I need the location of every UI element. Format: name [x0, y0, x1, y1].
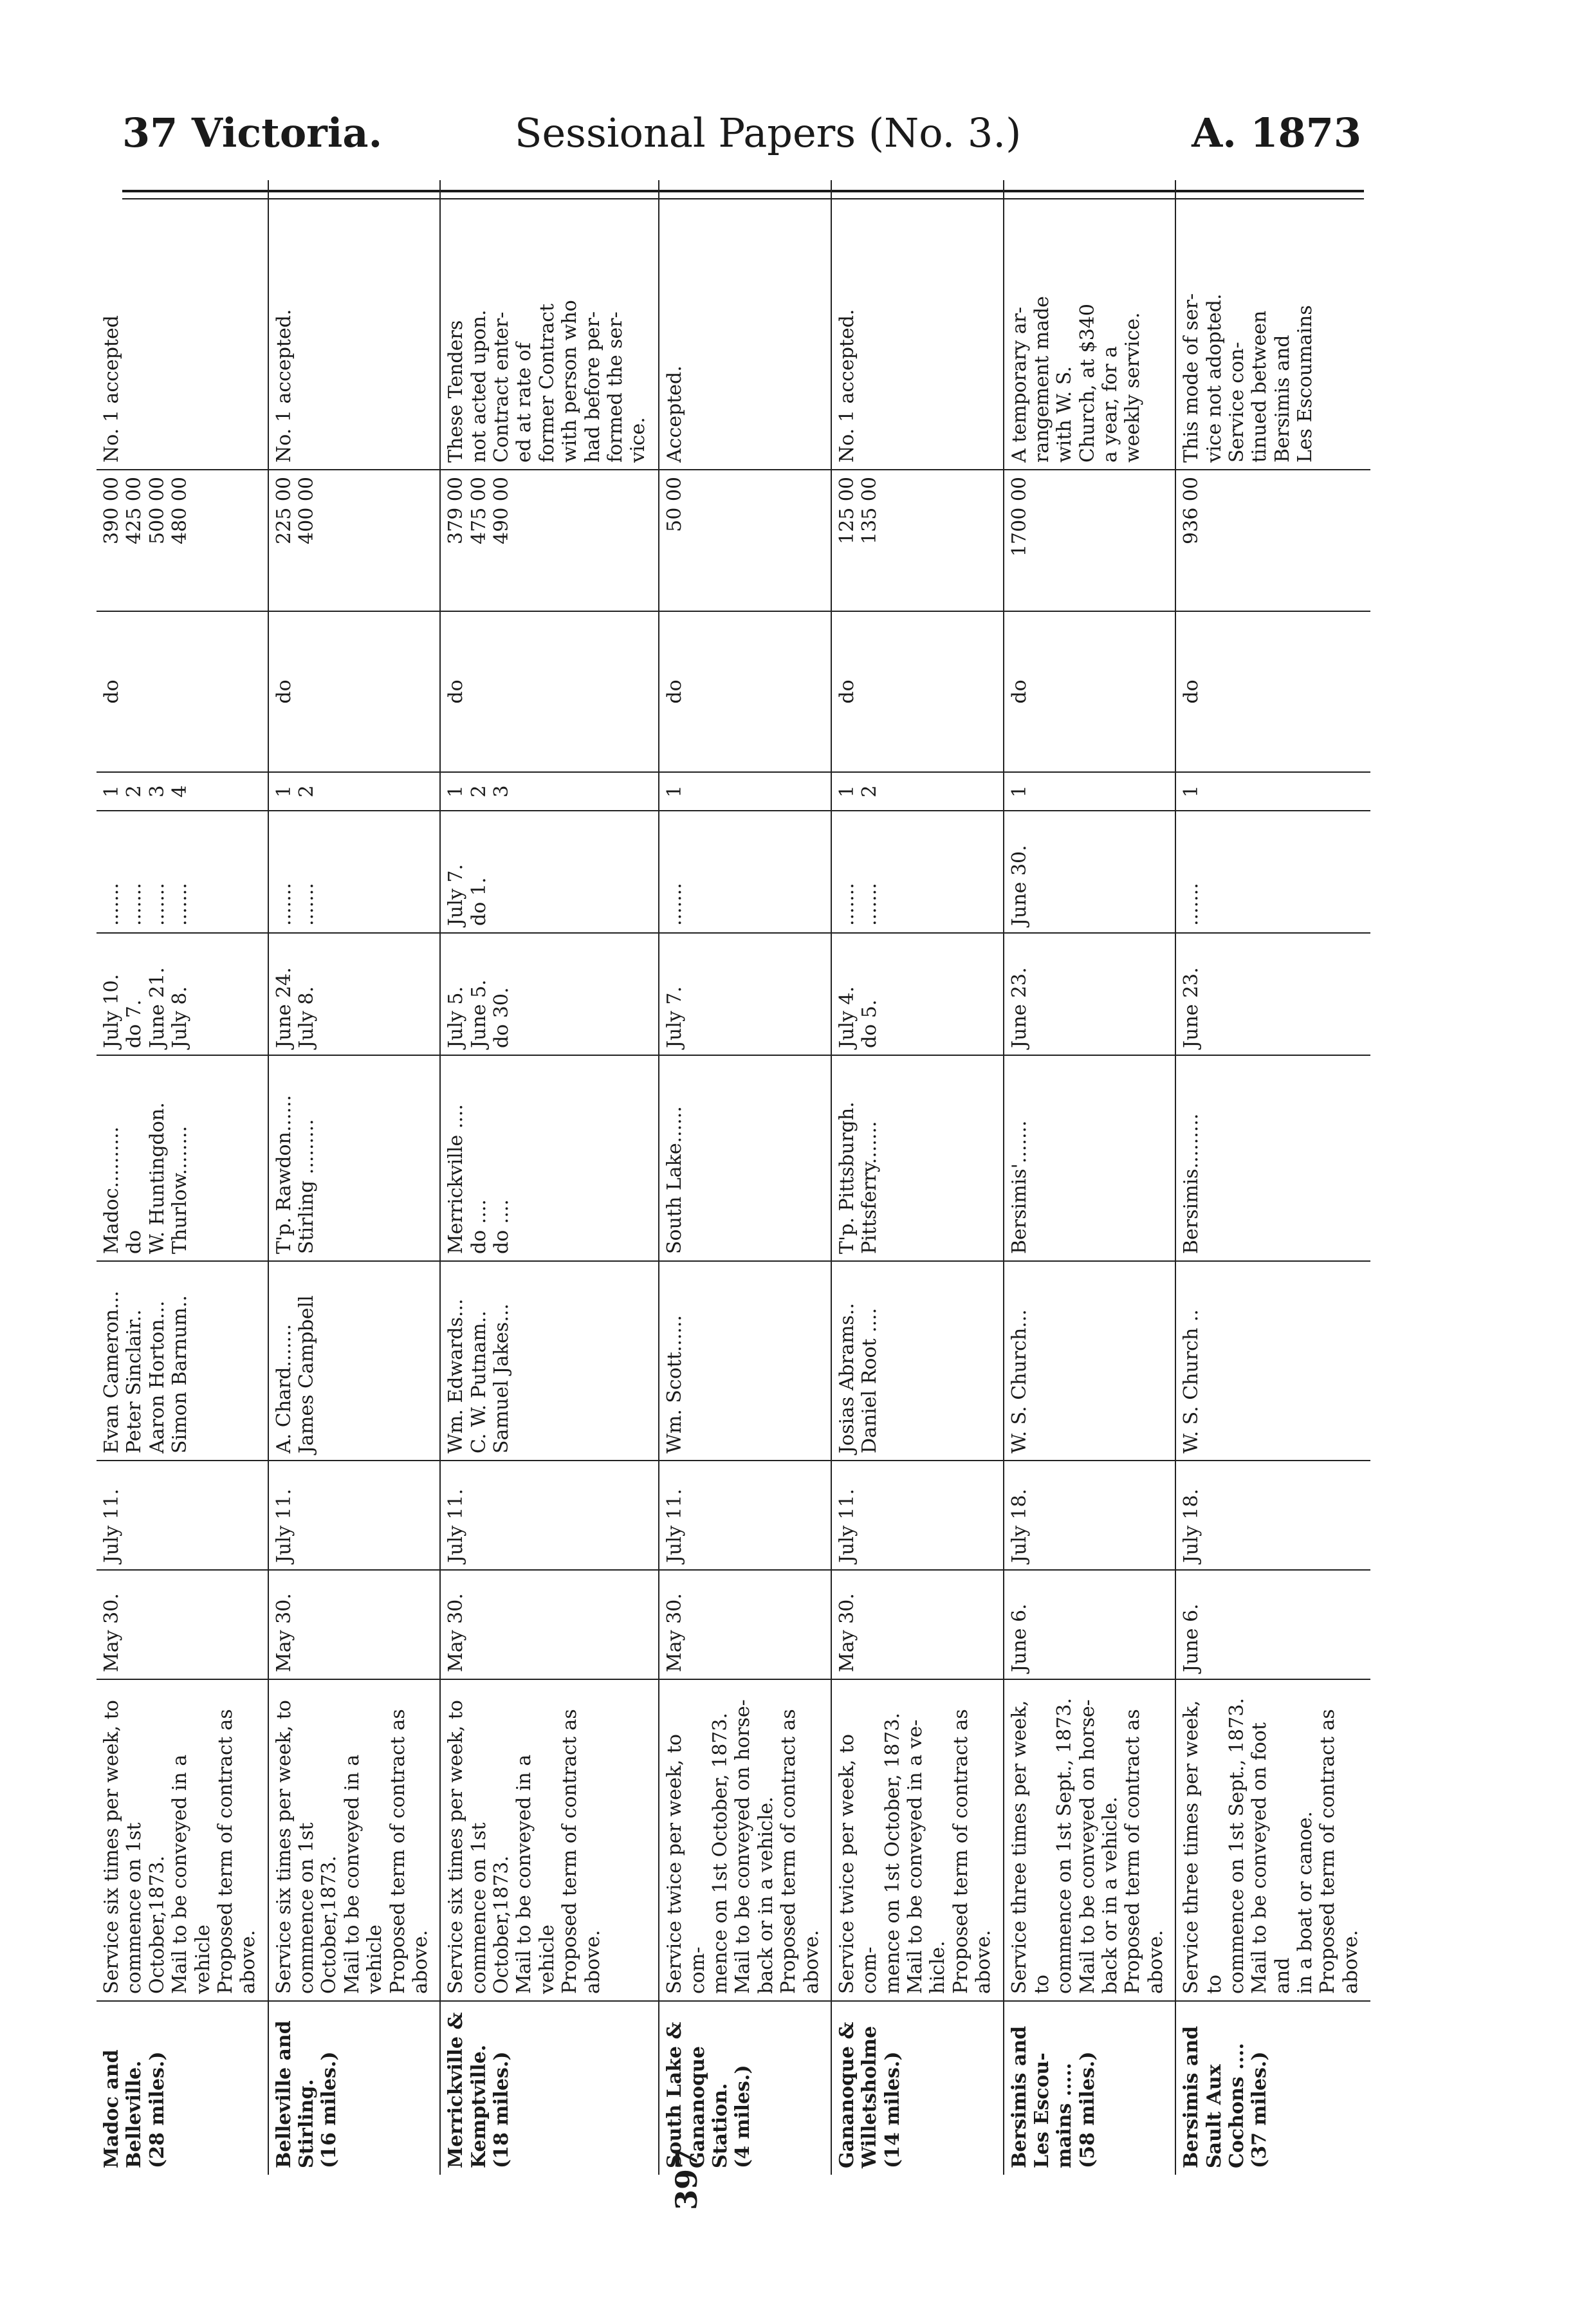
tenders-received-text: July 11. [835, 1488, 858, 1563]
tender-number-cell [440, 772, 659, 811]
tenders-received-text: July 11. [663, 1488, 686, 1563]
route-cell [1004, 2001, 1176, 2175]
service-line: Service three times per week, to [1008, 1700, 1053, 1994]
tender-date-cell [659, 933, 831, 1055]
service-line: above. [800, 1930, 823, 1994]
ditto-text: do [663, 679, 686, 704]
tenderers-line: W. S. Church .. [1180, 1309, 1203, 1453]
service-line: back or in a vehicle. [1099, 1796, 1122, 1994]
residence-line: do .... [467, 1199, 490, 1254]
route-line: Bersimis and [1008, 2025, 1031, 2168]
second-date-cell [440, 811, 659, 933]
remarks-cell [268, 180, 441, 470]
residence-line: South Lake...... [663, 1106, 686, 1254]
remarks-cell [831, 180, 1004, 470]
remarks-line: Service con- [1225, 342, 1248, 463]
residence-cell [831, 1055, 1004, 1261]
amount-line: 425 00 [123, 477, 146, 544]
second-date-line: ....... [145, 883, 169, 926]
ditto-cell [268, 611, 441, 772]
ditto-text: do [100, 679, 123, 704]
tenders-received-text: July 11. [100, 1488, 123, 1563]
tender-date-line: July 4. [835, 986, 858, 1048]
residence-line: Bersimis......... [1180, 1113, 1203, 1254]
service-line: Proposed term of contract as [1121, 1709, 1145, 1994]
page-number: 397 [669, 2148, 704, 2210]
service-line: Proposed term of contract as [386, 1709, 409, 1994]
route-cell [831, 2001, 1004, 2175]
tender-number-cell [97, 772, 268, 811]
residence-line: Madoc.......... [100, 1126, 123, 1254]
service-line: commence on 1st October,1873. [123, 1822, 169, 1994]
second-date-line: ....... [835, 883, 858, 926]
service-line: above. [581, 1930, 604, 1994]
route-line: Madoc and [100, 2049, 123, 2168]
ditto-text: do [272, 679, 295, 704]
tender-number-line: 3 [490, 785, 513, 798]
residence-line: Bersimis'....... [1008, 1120, 1031, 1254]
tender-date-cell [97, 933, 268, 1055]
amount-line: 379 00 [445, 477, 468, 544]
amount-line: 50 00 [663, 477, 686, 532]
tenders-received-cell [831, 1461, 1004, 1570]
tender-number-line: 2 [467, 785, 490, 798]
service-line: Mail to be conveyed on horse- [732, 1699, 755, 1994]
amount-line: 475 00 [467, 477, 490, 544]
tender-date-line: June 24. [272, 967, 295, 1048]
advertised-text: May 30. [663, 1593, 686, 1672]
tenders-received-cell [1004, 1461, 1176, 1570]
tender-number-line: 2 [123, 785, 146, 798]
table [97, 180, 1370, 2175]
tenderers-cell [831, 1261, 1004, 1461]
advertised-text: May 30. [445, 1593, 468, 1672]
remarks-line: No. 1 accepted. [835, 309, 858, 463]
tenderers-cell [1004, 1261, 1176, 1461]
tender-date-line: June 21. [145, 967, 169, 1048]
route-line: Merrickville & [445, 2012, 468, 2168]
ditto-cell [97, 611, 268, 772]
route-cell [268, 2001, 441, 2175]
service-line: Service six times per week, to [272, 1700, 295, 1994]
second-date-line: ....... [663, 883, 686, 926]
advertised-cell [97, 1570, 268, 1679]
service-line: above. [1144, 1930, 1167, 1994]
running-head-left: 37 Victoria. [122, 109, 383, 156]
service-cell [440, 1679, 659, 2001]
table-body [97, 180, 1370, 2175]
ditto-cell [1175, 611, 1370, 772]
tenderers-line: James Campbell [295, 1295, 318, 1453]
remarks-line: Accepted. [663, 365, 686, 463]
amount-cell [1175, 470, 1370, 611]
amount-cell [659, 470, 831, 611]
advertised-cell [268, 1570, 441, 1679]
route-cell [440, 2001, 659, 2175]
tenders-received-cell [268, 1461, 441, 1570]
second-date-line: ....... [1180, 883, 1203, 926]
service-line: Mail to be conveyed on horse- [1076, 1699, 1099, 1994]
tender-date-line: do 7. [123, 999, 146, 1048]
tender-number-line: 2 [295, 785, 318, 798]
mail-contract-table [97, 180, 1370, 2175]
remarks-cell [1175, 180, 1370, 470]
remarks-line: These Tenders [445, 320, 468, 463]
table-row [831, 180, 1004, 2175]
route-line: (14 miles.) [881, 2051, 904, 2168]
route-line: Belleville and [272, 2020, 295, 2168]
second-date-line: June 30. [1008, 845, 1031, 926]
advertised-text: May 30. [272, 1593, 295, 1672]
tenderers-line: Simon Barnum.. [169, 1295, 192, 1453]
service-cell [1004, 1679, 1176, 2001]
amount-cell [268, 470, 441, 611]
remarks-cell [440, 180, 659, 470]
tenderers-line: C. W. Putnam.. [467, 1311, 490, 1453]
second-date-line: July 7. [445, 863, 468, 926]
service-line: hicle. [926, 1941, 950, 1994]
amount-cell [97, 470, 268, 611]
service-line: Proposed term of contract as [949, 1709, 972, 1994]
residence-line: T'p. Rawdon...... [272, 1094, 295, 1254]
tender-number-line: 1 [1180, 785, 1203, 798]
ditto-text: do [1180, 679, 1203, 704]
route-line: Gananoque & [835, 2022, 858, 2168]
remarks-line: not acted upon. [467, 309, 490, 463]
service-line: Proposed term of contract as [558, 1709, 582, 1994]
remarks-line: Contract enter- [490, 311, 513, 463]
second-date-line: ....... [100, 883, 123, 926]
residence-line: T'p. Pittsburgh. [835, 1102, 858, 1254]
ditto-text: do [835, 679, 858, 704]
tender-number-line: 1 [100, 785, 123, 798]
amount-cell [1004, 470, 1176, 611]
running-head-right: A. 1873 [1192, 109, 1361, 156]
route-line: Cochons .... [1225, 2043, 1248, 2168]
tenderers-line: A. Chard....... [272, 1323, 295, 1453]
table-row [268, 180, 441, 2175]
second-date-cell [97, 811, 268, 933]
service-line: commence on 1st Sept., 1873. [1053, 1698, 1076, 1994]
tenders-received-cell [97, 1461, 268, 1570]
advertised-text: May 30. [100, 1593, 123, 1672]
second-date-line: ....... [272, 883, 295, 926]
tenders-received-cell [659, 1461, 831, 1570]
tenderers-cell [659, 1261, 831, 1461]
tenders-received-text: July 11. [272, 1488, 295, 1563]
remarks-line: weekly service. [1121, 312, 1145, 463]
remarks-line: A temporary ar- [1008, 306, 1031, 463]
tender-number-cell [1004, 772, 1176, 811]
remarks-line: rangement made [1030, 296, 1053, 463]
service-cell [97, 1679, 268, 2001]
tenderers-line: Josias Abrams.. [835, 1303, 858, 1453]
remarks-line: a year, for a [1099, 346, 1122, 463]
tenders-received-text: July 18. [1180, 1488, 1203, 1563]
route-cell [97, 2001, 268, 2175]
table-row [1004, 180, 1176, 2175]
tender-number-line: 1 [835, 785, 858, 798]
remarks-line: formed the ser- [603, 311, 627, 463]
service-line: Mail to be conveyed on foot and [1248, 1722, 1294, 1994]
second-date-cell [659, 811, 831, 933]
service-line: commence on 1st October,1873. [295, 1822, 341, 1994]
second-date-cell [1004, 811, 1176, 933]
route-line: Les Escou- [1030, 2052, 1053, 2168]
residence-line: Pittsferry....... [858, 1121, 881, 1254]
route-line: Bersimis and [1180, 2025, 1203, 2168]
amount-line: 400 00 [295, 477, 318, 544]
second-date-cell [1175, 811, 1370, 933]
service-line: mence on 1st October, 1873. [709, 1712, 732, 1994]
remarks-line: This mode of ser- [1180, 293, 1203, 463]
route-line: (4 miles.) [732, 2065, 755, 2168]
route-line: (58 miles.) [1076, 2051, 1099, 2168]
tenderers-line: Evan Cameron... [100, 1291, 123, 1453]
tender-date-cell [268, 933, 441, 1055]
advertised-cell [440, 1570, 659, 1679]
ditto-text: do [1008, 679, 1031, 704]
tenderers-cell [440, 1261, 659, 1461]
tenderers-line: Aaron Horton... [145, 1300, 169, 1453]
remarks-cell [1004, 180, 1176, 470]
residence-cell [1004, 1055, 1176, 1261]
amount-cell [831, 470, 1004, 611]
advertised-text: June 6. [1008, 1603, 1031, 1672]
tenders-received-cell [1175, 1461, 1370, 1570]
residence-line: W. Huntingdon. [145, 1102, 169, 1254]
second-date-line: ....... [123, 883, 146, 926]
remarks-cell [97, 180, 268, 470]
tender-number-cell [659, 772, 831, 811]
table-row [659, 180, 831, 2175]
running-head-title: Sessional Papers (No. 3.) [515, 109, 1022, 156]
remarks-line: No. 1 accepted [100, 315, 123, 463]
advertised-cell [831, 1570, 1004, 1679]
route-line: (16 miles.) [318, 2051, 341, 2168]
second-date-line: ....... [169, 883, 192, 926]
service-line: Service six times per week, to [445, 1700, 468, 1994]
service-cell [659, 1679, 831, 2001]
tenderers-line: Wm. Edwards... [445, 1298, 468, 1453]
tender-number-line: 3 [145, 785, 169, 798]
route-line: (18 miles.) [490, 2051, 513, 2168]
tender-number-line: 2 [858, 785, 881, 798]
remarks-cell [659, 180, 831, 470]
amount-line: 490 00 [490, 477, 513, 544]
second-date-line: ....... [858, 883, 881, 926]
table-row [1175, 180, 1370, 2175]
residence-line: do [123, 1230, 146, 1254]
route-line: Station. [709, 2083, 732, 2168]
service-line: Service six times per week, to [100, 1700, 123, 1994]
service-line: commence on 1st Sept., 1873. [1225, 1698, 1248, 1994]
advertised-text: June 6. [1180, 1603, 1203, 1672]
tender-number-cell [268, 772, 441, 811]
ditto-cell [440, 611, 659, 772]
remarks-line: had before per- [581, 311, 604, 463]
service-line: Mail to be conveyed in a vehicle [169, 1754, 214, 1994]
advertised-cell [659, 1570, 831, 1679]
service-line: Service three times per week, to [1180, 1700, 1226, 1994]
tender-number-line: 1 [445, 785, 468, 798]
table-row [97, 180, 268, 2175]
amount-line: 936 00 [1180, 477, 1203, 544]
tender-date-line: July 8. [295, 986, 318, 1048]
remarks-line: with person who [558, 300, 582, 463]
tender-number-line: 4 [169, 785, 192, 798]
route-line: Kemptville. [467, 2044, 490, 2168]
tenderers-cell [97, 1261, 268, 1461]
route-line: Sault Aux [1202, 2064, 1226, 2168]
route-line: (37 miles.) [1248, 2051, 1271, 2168]
amount-line: 1700 00 [1008, 477, 1031, 557]
residence-cell [659, 1055, 831, 1261]
amount-line: 500 00 [145, 477, 169, 544]
residence-cell [97, 1055, 268, 1261]
tender-number-cell [1175, 772, 1370, 811]
tenderers-cell [268, 1261, 441, 1461]
amount-line: 225 00 [272, 477, 295, 544]
advertised-cell [1175, 1570, 1370, 1679]
service-line: above. [237, 1930, 260, 1994]
remarks-line: No. 1 accepted. [272, 309, 295, 463]
residence-cell [440, 1055, 659, 1261]
service-line: Service twice per week, to com- [663, 1733, 709, 1994]
service-line: back or in a vehicle. [754, 1796, 777, 1994]
table-row [440, 180, 659, 2175]
residence-line: Thurlow........ [169, 1125, 192, 1254]
route-line: Stirling. [295, 2079, 318, 2168]
service-cell [831, 1679, 1004, 2001]
tenderers-line: Samuel Jakes... [490, 1304, 513, 1453]
tender-date-line: July 5. [445, 986, 468, 1048]
residence-cell [1175, 1055, 1370, 1261]
tenderers-line: W. S. Church... [1008, 1309, 1031, 1453]
residence-line: do .... [490, 1199, 513, 1254]
tenderers-line: Peter Sinclair.. [123, 1309, 146, 1453]
service-line: Mail to be conveyed in a vehicle [340, 1754, 387, 1994]
service-line: mence on 1st October, 1873. [881, 1712, 904, 1994]
ditto-cell [831, 611, 1004, 772]
tender-date-line: June 5. [467, 979, 490, 1048]
service-line: above. [409, 1930, 432, 1994]
remarks-line: ed at rate of [513, 342, 536, 463]
tender-date-line: July 8. [169, 986, 192, 1048]
service-line: commence on 1st October,1873. [467, 1822, 513, 1994]
tenderers-line: Wm. Scott...... [663, 1314, 686, 1453]
service-line: above. [1339, 1930, 1362, 1994]
service-line: in a boat or canoe. [1294, 1811, 1317, 1994]
service-line: Proposed term of contract as [1316, 1709, 1340, 1994]
route-line: South Lake & [663, 2022, 686, 2168]
amount-cell [440, 470, 659, 611]
route-line: Belleville. [123, 2060, 146, 2168]
tender-number-line: 1 [272, 785, 295, 798]
remarks-line: Church, at $340 [1076, 304, 1099, 463]
remarks-line: tinued between [1248, 310, 1271, 463]
tender-date-line: do 30. [490, 987, 513, 1048]
residence-cell [268, 1055, 441, 1261]
tender-date-line: do 5. [858, 999, 881, 1048]
amount-line: 135 00 [858, 477, 881, 544]
route-line: Gananoque [686, 2045, 709, 2168]
remarks-line: Bersimis and [1271, 335, 1294, 463]
service-line: Mail to be conveyed in a vehicle [513, 1754, 558, 1994]
second-date-cell [831, 811, 1004, 933]
residence-line: Merrickville .... [445, 1104, 468, 1254]
tender-date-line: June 23. [1008, 967, 1031, 1048]
amount-line: 125 00 [835, 477, 858, 544]
tender-number-line: 1 [663, 785, 686, 798]
remarks-line: vice not adopted. [1202, 293, 1226, 463]
tenders-received-text: July 18. [1008, 1488, 1031, 1563]
tenderers-cell [1175, 1261, 1370, 1461]
route-line: (28 miles.) [145, 2051, 169, 2168]
amount-line: 390 00 [100, 477, 123, 544]
service-line: Service twice per week, to com- [835, 1733, 881, 1994]
ditto-cell [1004, 611, 1176, 772]
remarks-line: former Contract [535, 303, 558, 463]
residence-line: Stirling ......... [295, 1119, 318, 1254]
tenders-received-cell [440, 1461, 659, 1570]
service-cell [1175, 1679, 1370, 2001]
tender-date-line: July 7. [663, 986, 686, 1048]
tender-date-cell [440, 933, 659, 1055]
second-date-line: ....... [295, 883, 318, 926]
service-line: Mail to be conveyed in a ve- [904, 1719, 927, 1994]
advertised-text: May 30. [835, 1593, 858, 1672]
tender-date-cell [1004, 933, 1176, 1055]
route-cell [1175, 2001, 1370, 2175]
ditto-text: do [445, 679, 468, 704]
tenderers-line: Daniel Root .... [858, 1307, 881, 1453]
tender-date-line: July 10. [100, 973, 123, 1048]
tenders-received-text: July 11. [445, 1488, 468, 1563]
service-cell [268, 1679, 441, 2001]
ditto-cell [659, 611, 831, 772]
remarks-line: vice. [627, 417, 650, 463]
amount-line: 480 00 [169, 477, 192, 544]
service-line: Proposed term of contract as [777, 1709, 800, 1994]
service-line: above. [972, 1930, 995, 1994]
route-line: Willetsholme [858, 2025, 881, 2168]
remarks-line: Les Escoumains [1294, 305, 1317, 463]
route-line: mains ..... [1053, 2063, 1076, 2168]
tender-number-cell [831, 772, 1004, 811]
second-date-line: do 1. [467, 877, 490, 926]
second-date-cell [268, 811, 441, 933]
remarks-line: with W. S. [1053, 366, 1076, 463]
tender-date-cell [1175, 933, 1370, 1055]
tender-date-cell [831, 933, 1004, 1055]
tender-date-line: June 23. [1180, 967, 1203, 1048]
advertised-cell [1004, 1570, 1176, 1679]
tender-number-line: 1 [1008, 785, 1031, 798]
service-line: Proposed term of contract as [214, 1709, 237, 1994]
